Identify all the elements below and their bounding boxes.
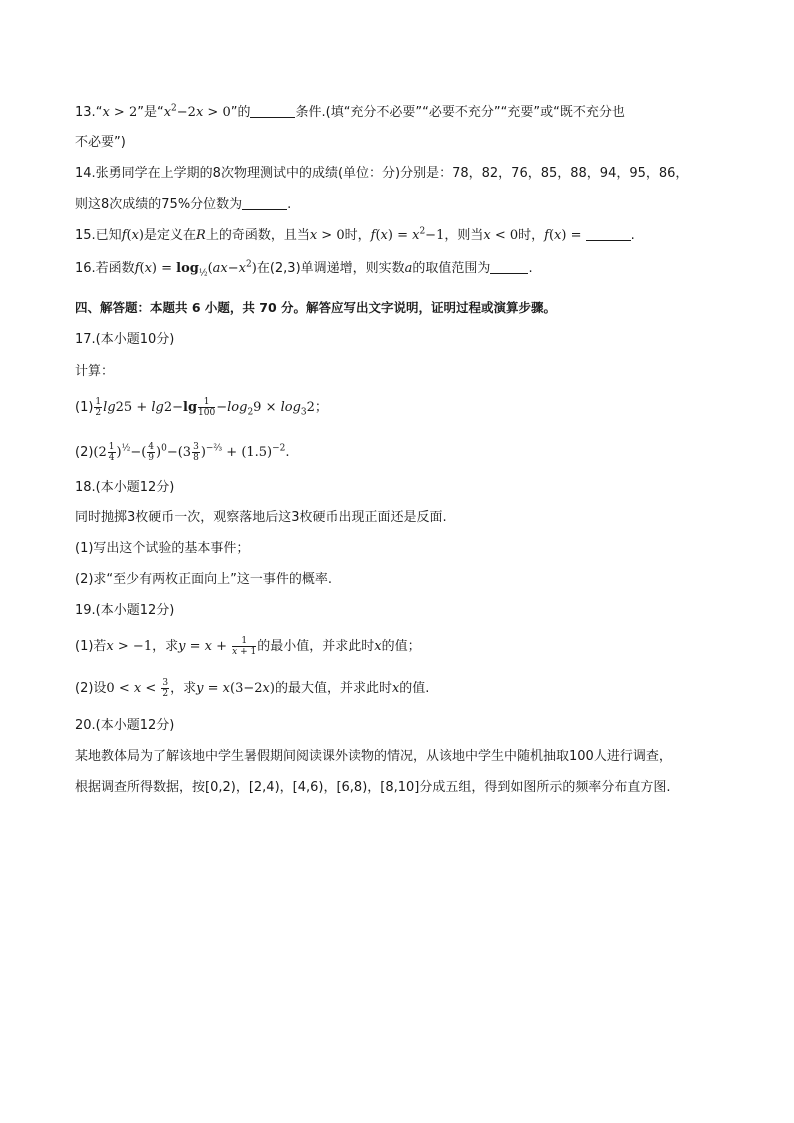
math-expression: a — [404, 261, 413, 276]
math-expression: y — [178, 639, 186, 654]
question-13-line-2: 不必要”) — [75, 135, 126, 150]
math-fraction: $\frac{1}{2}$ — [95, 397, 102, 418]
question-17-header: 17.(本小题10分) — [75, 332, 175, 347]
question-17-part-2: (2)(2 $\frac{1}{4}$ )$^{\frac{1}{2}}$−( $\frac{4}{9}$ )$^0$−(3 $\frac{3}{8}$ )$^{-\frac{2}{3}} + (1.5)^{-2}$. — [75, 442, 290, 463]
math-expression: f — [134, 261, 140, 276]
answer-blank — [586, 226, 631, 241]
math-expression: 0 < — [106, 681, 134, 696]
question-19-part-1: (1)若x > −1，求y = x + $\frac{1}{x + 1}$ 的最小值，并求此时x的值； — [75, 636, 421, 657]
question-20-line-1: 某地教体局为了解该地中学生暑假期间阅读课外读物的情况，从该地中学生中随机抽取100人进行调查， — [75, 749, 672, 764]
math-expression: f — [121, 228, 127, 243]
math-expression: x — [106, 639, 114, 654]
math-expression: f — [544, 228, 549, 243]
answer-blank — [490, 259, 528, 274]
question-13-line-1: 13.“x > 2”是“$x^2-2x > 0$”的 条件.(填“充分不必要”“必要不充分”“充要”或“既不充分也 — [75, 103, 625, 120]
math-fraction: $\frac{1}{100}$ — [198, 397, 216, 418]
question-19-part-2: (2)设0 < x < $\frac{3}{2}$ ，求y = x(3−2x)的最大值，并求此时x的值. — [75, 678, 430, 699]
math-expression: x — [102, 105, 110, 120]
section-heading: 四、解答题：本题共 6 小题，共 70 分。解答应写出文字说明，证明过程或演算步骤。 — [75, 300, 557, 315]
math-expression: lg — [103, 400, 116, 415]
question-14-line-1: 14.张勇同学在上学期的8次物理测试中的成绩(单位：分)分别是：78，82，76，85，88，94，95，86， — [75, 166, 689, 181]
question-16: 16.若函数$f(x) = \log_{\frac{1}{2}}(ax-x^2)$在(2,3)单调递增，则实数a的取值范围为 . — [75, 259, 533, 279]
question-18-part-1: (1)写出这个试验的基本事件； — [75, 541, 250, 556]
math-expression: f — [370, 228, 376, 243]
question-14-line-2: 则这8次成绩的75%分位数为 . — [75, 197, 292, 212]
question-20-line-2: 根据调查所得数据，按[0,2)，[2,4)，[4,6)，[6,8)，[8,10]分成五组，得到如图所示的频率分布直方图. — [75, 780, 671, 795]
question-17-intro: 计算： — [75, 364, 115, 379]
question-18-header: 18.(本小题12分) — [75, 480, 175, 495]
answer-blank — [250, 103, 295, 118]
math-expression: x — [309, 228, 318, 243]
question-18-part-2: (2)求“至少有两枚正面向上”这一事件的概率. — [75, 572, 333, 587]
math-expression: R — [196, 228, 206, 243]
math-expression: y — [196, 681, 204, 696]
question-19-header: 19.(本小题12分) — [75, 603, 175, 618]
math-fraction: $\frac{1}{x + 1}$ — [232, 636, 257, 657]
question-15: 15.已知f(x)是定义在R上的奇函数，且当x > 0时，$f(x) = x^2-1$，则当x < 0时，f(x) = . — [75, 226, 635, 243]
math-expression: x — [163, 105, 172, 120]
math-fraction: $\frac{3}{2}$ — [162, 678, 169, 699]
question-17-part-1: (1) $\frac{1}{2}$ lg25 + lg2−lg $\frac{1}{100}$ $-\log_29 \times \log_32$； — [75, 397, 328, 418]
math-expression: log — [176, 261, 199, 276]
question-20-header: 20.(本小题12分) — [75, 718, 175, 733]
question-number: 13. — [75, 105, 96, 120]
question-18-intro: 同时抛掷3枚硬币一次，观察落地后这3枚硬币出现正面还是反面. — [75, 510, 447, 525]
math-expression: (2 — [93, 445, 107, 460]
math-expression: x — [483, 228, 491, 243]
answer-blank — [242, 195, 287, 210]
